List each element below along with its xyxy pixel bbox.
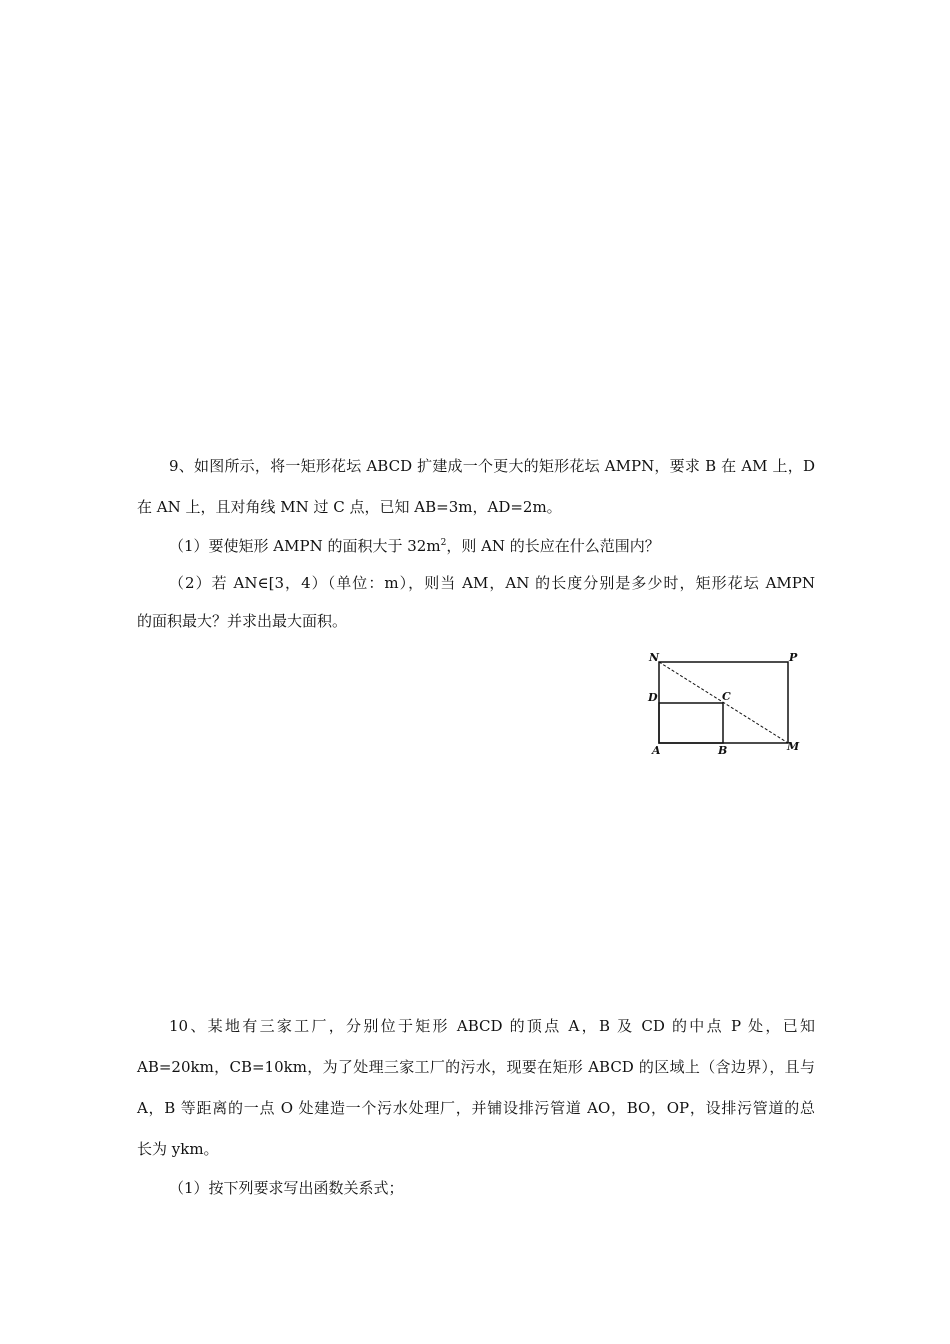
- label-D: D: [648, 691, 658, 704]
- label-C: C: [722, 690, 731, 703]
- q10-part-1: （1）按下列要求写出函数关系式；: [169, 1179, 404, 1197]
- q9-part-1: [169, 536, 660, 556]
- inner-rectangle-ABCD: [659, 703, 723, 743]
- label-M: M: [787, 740, 800, 753]
- label-N: N: [649, 651, 660, 664]
- q9-part-2-line-1: （2）若 AN∈[3，4）（单位：m），则当 AM，AN 的长度分别是多少时，矩形花坛 AMPN: [169, 574, 815, 592]
- q10-line-4: 长为 ykm。: [137, 1140, 219, 1158]
- label-B: B: [718, 744, 728, 757]
- q9-line-1: 9、如图所示，将一矩形花坛 ABCD 扩建成一个更大的矩形花坛 AMPN，要求 B 在 AM 上，D: [169, 457, 815, 475]
- label-A: A: [652, 744, 661, 757]
- rectangle-figure: [640, 646, 820, 760]
- q9-line-2: 在 AN 上，且对角线 MN 过 C 点，已知 AB=3m，AD=2m。: [137, 498, 562, 516]
- label-P: P: [789, 651, 798, 664]
- q9-part-1-text-end: ，则 AN 的长应在什么范围内？: [446, 537, 660, 555]
- q10-line-1: 10、某地有三家工厂，分别位于矩形 ABCD 的顶点 A，B 及 CD 的中点 P 处，已知: [169, 1017, 815, 1035]
- q10-line-3: A，B 等距离的一点 O 处建造一个污水处理厂，并铺设排污管道 AO，BO，OP，设排污管道的总: [137, 1099, 815, 1117]
- q9-part-1-text: （1）要使矩形 AMPN 的面积大于 32m: [169, 537, 441, 555]
- q10-line-2: AB=20km，CB=10km，为了处理三家工厂的污水，现要在矩形 ABCD 的区域上（含边界），且与: [137, 1058, 815, 1076]
- superscript-exponent: 2: [440, 538, 447, 548]
- q9-part-2-line-2: 的面积最大？并求出最大面积。: [137, 612, 348, 630]
